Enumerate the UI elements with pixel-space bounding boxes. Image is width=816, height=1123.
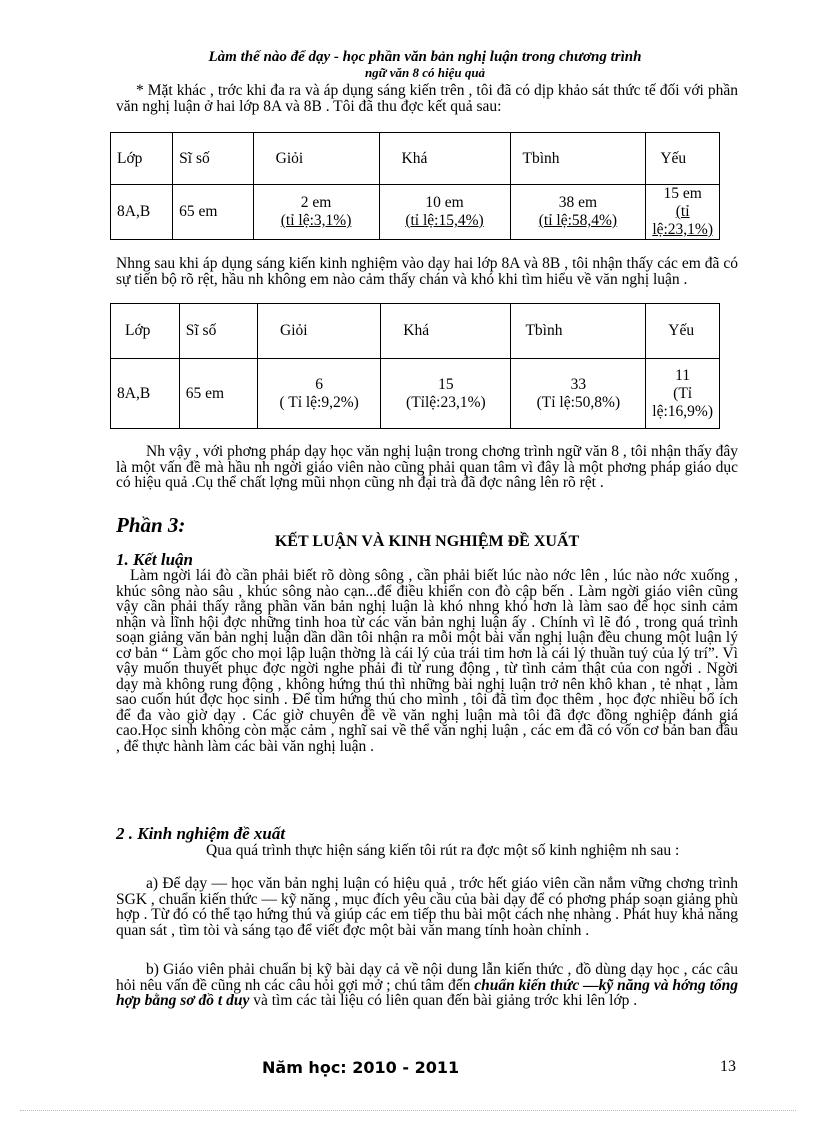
results-table-after (110, 303, 720, 429)
item-b-text-start: b) Giáo viên phải chuẩn bị kỹ bài dạy cả về nội dung lẫn kiến thức , đồ dùng dạy học , các câu hỏi nêu vấn đề cũng nh các câu hỏi gợi mở ; chú tâm đến (116, 961, 738, 994)
yeu-count: 15 em (663, 185, 702, 202)
tbinh-count: 33 (570, 375, 587, 393)
yeu-ratio: (tỉ lệ:23,1%) (652, 203, 714, 238)
cell-lop: 8A,B (111, 185, 173, 240)
col-gioi-header: Giỏi (253, 133, 379, 185)
yeu-count: 11 (675, 366, 691, 384)
col-siso-header: Sĩ số (173, 133, 253, 185)
middle-paragraph: Nhng sau khi áp dụng sáng kiến kinh nghiệm vào dạy hai lớp 8A và 8B , tôi nhận thấy các em đã có sự tiến bộ rõ rệt, hầu nh không em nào cảm thấy chán và khó khi tìm hiểu về văn nghị luận . (116, 255, 738, 288)
intro-paragraph: * Mặt khác , trớc khi đa ra và áp dụng sáng kiến trên , tôi đã có dịp khảo sát thức tế đối với phần văn nghị luận ở hai lớp 8A và 8B . Tôi đã thu đợc kết quả sau: (116, 82, 738, 115)
part3-heading: Phần 3: (116, 513, 186, 537)
col-tbinh-header: Tbình (510, 133, 646, 185)
item-b-paragraph (116, 962, 738, 1009)
col-kha-header: Khá (381, 304, 511, 359)
item-b-text-end: và tìm các tài liệu có liên quan đến bài giảng trớc khi lên lớp . (249, 992, 638, 1009)
cell-yeu (646, 185, 720, 240)
header-title-line1: Làm thế nào để dạy - học phần văn bản nghị luận trong chương trình (208, 49, 642, 65)
page-header (110, 50, 740, 80)
cell-tbinh (511, 359, 646, 429)
cell-siso: 65 em (173, 185, 253, 240)
kha-ratio: (tỉ lệ:15,4%) (405, 212, 484, 229)
table-row (111, 185, 720, 240)
table-row (111, 359, 720, 429)
section2-heading: 2 . Kinh nghiệm đề xuất (116, 824, 286, 843)
footer-school-year: Năm học: 2010 - 2011 (262, 1058, 460, 1077)
col-yeu-header: Yếu (646, 304, 720, 359)
col-tbinh-header: Tbình (511, 304, 646, 359)
col-siso-header: Sĩ số (179, 304, 257, 359)
results-table-before (110, 132, 720, 240)
cell-siso: 65 em (179, 359, 257, 429)
item-a-paragraph: a) Để dạy — học văn bản nghị luận có hiệu quả , trớc hết giáo viên cần nắm vững chơng trình SGK , chuẩn kiến thức — kỹ năng , mục đích yêu cầu của bài dạy để có phơng pháp soạn giảng phù hợp . Từ đó có thể tạo hứng thú và giúp các em tiếp thu bài một cách nhẹ nhàng . Phát huy khả năng quan sát , tìm tòi và sáng tạo để viết đợc một bài văn mang tính hoàn chỉnh . (116, 875, 738, 939)
cell-yeu (646, 359, 720, 429)
gioi-ratio: ( Tỉ lệ:9,2%) (279, 393, 359, 411)
item-b-emphasis: chuẩn kiến thức —kỹ năng và hớng tổng hợp bằng sơ đồ t duy (116, 976, 739, 1009)
yeu-ratio: (Tỉ lệ:16,9%) (652, 384, 713, 420)
section1-text: Làm ngời lái đò cần phải biết rõ dòng sông , cần phải biết lúc nào nớc lên , lúc nào nớc xuống , khúc sông nào sâu , khúc sông nào cạn...để điều khiển con đò cập bến . Làm ngời giáo viên cũng vậy cần phải thấy rằng phần văn bản nghị luận là khó nhng khó hơn là làm sao để học sinh cảm nhận và lĩnh hội đợc những tinh hoa từ các văn bản nghị luận ấy . Chính vì lẽ đó , trong quá trình soạn giảng văn bản nghị luận dần dần tôi nhận ra mỗi một bài văn nghị luận đều chung một luận lý cơ bản “ Làm gốc cho mọi lập luận thờng là cái lý của trái tim hơn là cái lý thuần tuý của lý trí”. Vì vậy muốn thuyết phục đợc ngời nghe phải đi từ rung động , từ tình cảm thật của con ngời . Ngời dạy mà không rung động , không hứng thú thì những bài nghị luận trở nên khô khan , tẻ nhạt , làm sao cuốn hút đợc học sinh . Để tìm hứng thú cho mình , tôi đã tìm đọc thêm , học đợc nhiều bổ ích để đa vào giờ dạy . Các giờ chuyên đề về văn nghị luận mà tôi đã đợc đồng nghiệp đánh giá cao.Học sinh không còn mặc cảm , nghĩ sai về thể văn nghị luận , các em đã có vốn cơ bản ban đầu , để thực hành làm các bài văn nghị luận . (116, 567, 738, 755)
col-lop-header: Lớp (111, 133, 173, 185)
kha-ratio: (Tỉlệ:23,1%) (406, 393, 486, 411)
table-header-row (111, 133, 720, 185)
col-yeu-header: Yếu (646, 133, 720, 185)
section2-intro: Qua quá trình thực hiện sáng kiến tôi rút ra đợc một số kinh nghiệm nh sau : (206, 842, 680, 859)
kha-count: 15 (438, 375, 454, 393)
tbinh-count: 38 em (558, 194, 598, 211)
cell-kha (379, 185, 510, 240)
part3-title: KẾT LUẬN VÀ KINH NGHIỆM ĐỀ XUẤT (274, 533, 580, 550)
section1-heading: 1. Kết luận (116, 550, 193, 569)
cell-gioi (253, 185, 379, 240)
gioi-ratio: (tỉ lệ:3,1%) (280, 212, 352, 229)
cell-kha (381, 359, 511, 429)
cell-gioi (258, 359, 381, 429)
col-gioi-header: Giỏi (258, 304, 381, 359)
cell-lop: 8A,B (111, 359, 180, 429)
conclusion-paragraph: Nh vậy , với phơng pháp dạy học văn nghị luận trong chơng trình ngữ văn 8 , tôi nhận thấy đây là một vấn đề mà hầu nh ngời giáo viên nào cũng phải quan tâm vì đây là một phơng pháp giáo dục có hiệu quả .Cụ thể chất lợng mũi nhọn cũng nh đại trà đã đợc nâng lên rõ rệt . (116, 443, 738, 491)
kha-count: 10 em (425, 194, 464, 211)
cell-tbinh (510, 185, 646, 240)
gioi-count: 6 (315, 375, 324, 393)
header-title-line2: ngữ văn 8 có hiệu quả (364, 65, 486, 80)
bottom-dotted-divider (20, 1110, 796, 1111)
col-kha-header: Khá (379, 133, 510, 185)
col-lop-header: Lớp (111, 304, 180, 359)
gioi-count: 2 em (300, 194, 332, 211)
table-header-row (111, 304, 720, 359)
page-number: 13 (720, 1058, 736, 1075)
tbinh-ratio: (tỉ lệ:58,4%) (538, 212, 618, 229)
tbinh-ratio: (Tỉ lệ:50,8%) (536, 393, 621, 411)
